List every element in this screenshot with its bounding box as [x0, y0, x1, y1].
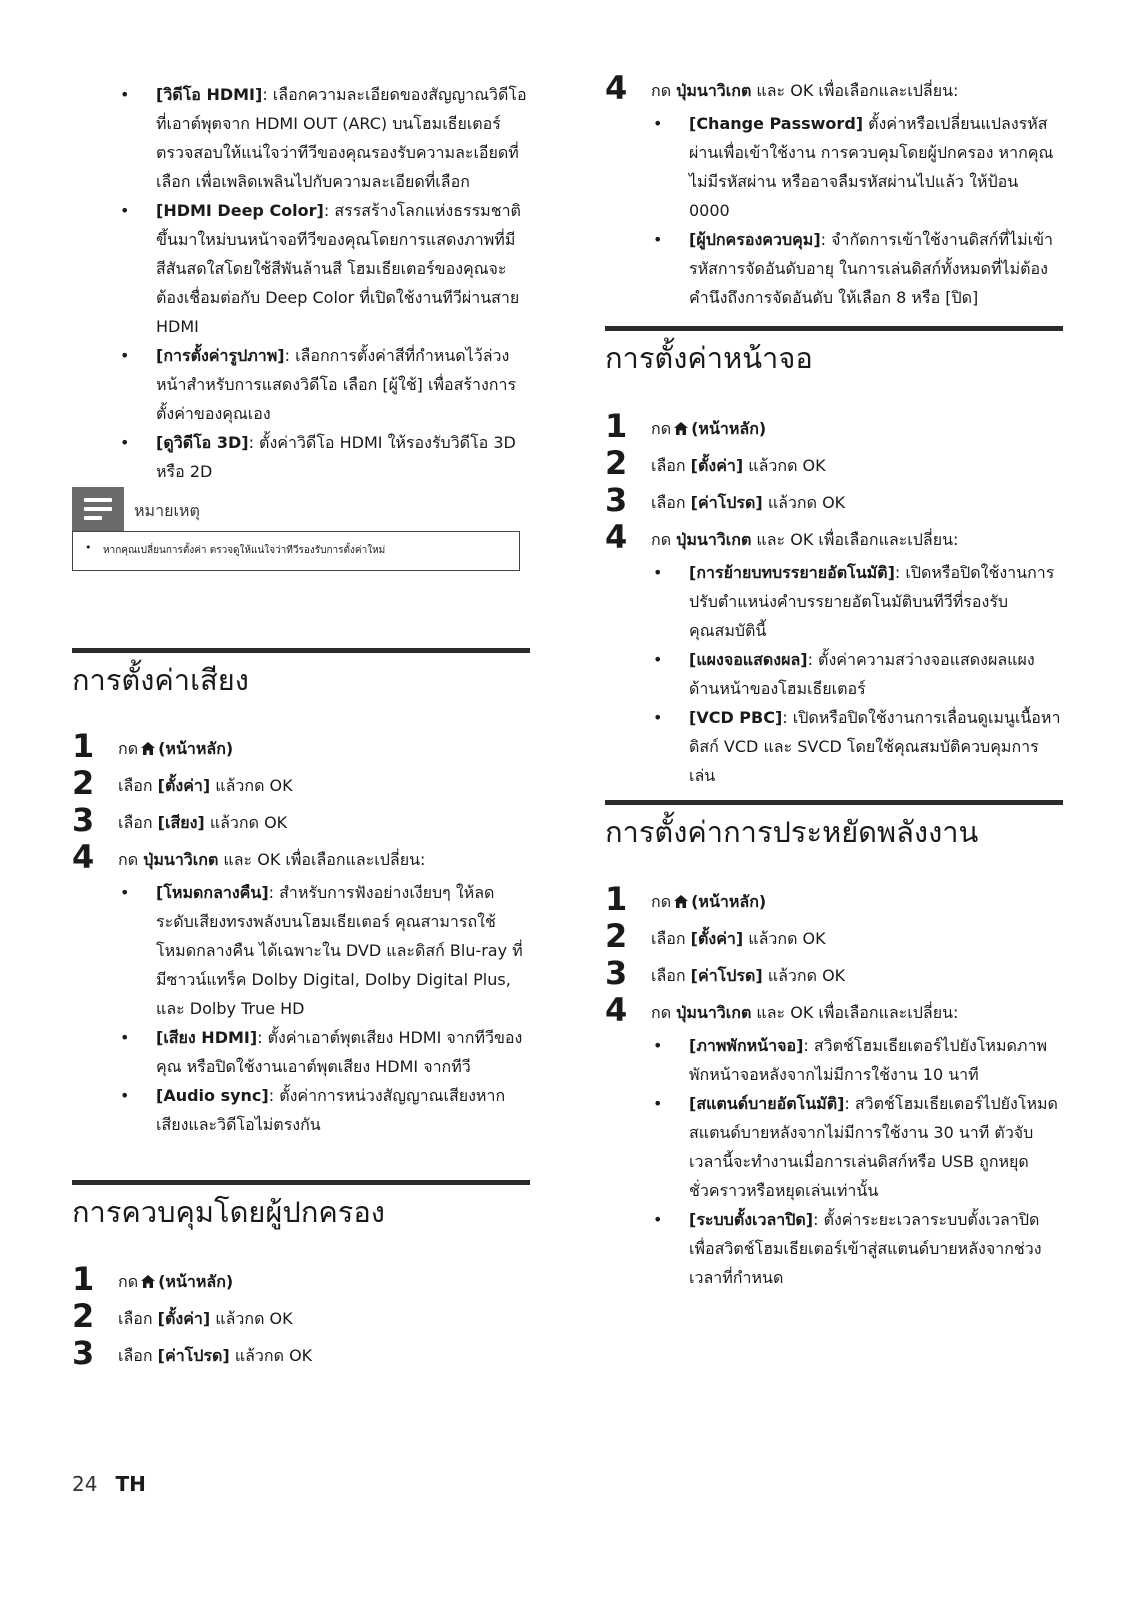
- section-rule: [72, 1180, 530, 1185]
- step-number: 1: [72, 727, 95, 765]
- note-text: หากคุณเปลี่ยนการตั้งค่า ตรวจดูให้แน่ใจว่าทีวีรองรับการตั้งค่าใหม่: [103, 545, 386, 556]
- bullet-dot: •: [120, 85, 130, 104]
- step-tail: แล้วกด OK: [748, 456, 826, 475]
- step-action: เลือก: [651, 966, 686, 985]
- list-item: [605, 558, 1063, 645]
- item-desc: : ตั้งค่าระยะเวลาระบบตั้งเวลาปิดเพื่อสวิตช์โฮมเธียเตอร์เข้าสู่สแตนด์บายหลังจากช่วงเวลาที่กำหนด: [689, 1210, 1042, 1287]
- step-number: 4: [605, 991, 628, 1029]
- section-rule: [72, 648, 530, 653]
- step-item: [605, 954, 1063, 994]
- step-action: เลือก: [118, 1346, 153, 1365]
- item-term: [ดูวิดีโอ 3D]: [156, 433, 249, 452]
- item-desc: : สวิตช์โฮมเธียเตอร์ไปยังโหมดสแตนด์บายหลังจากไม่มีการใช้งาน 30 นาที ตัวจับเวลานี้จะทำงานเมื่อการเล่นดิสก์หรือ USB ถูกหยุดชั่วคราวหรือหยุดเล่นเท่านั้น: [689, 1094, 1058, 1200]
- step-tail: แล้วกด OK: [748, 929, 826, 948]
- step-action: กด: [651, 892, 672, 911]
- section-rule: [605, 326, 1063, 331]
- home-icon: [674, 884, 688, 921]
- list-item: [605, 703, 1063, 790]
- step-action: กด: [118, 739, 139, 758]
- step-number: 4: [605, 518, 628, 556]
- section-title-audio: การตั้งค่าเสียง: [72, 663, 249, 697]
- step-number: 3: [605, 481, 628, 519]
- step-target: [ค่าโปรด]: [157, 1346, 230, 1365]
- note-header: [72, 487, 520, 531]
- item-term: [สแตนด์บายอัตโนมัติ]: [689, 1094, 845, 1113]
- step-action: เลือก: [118, 1309, 153, 1328]
- step-tail: แล้วกด OK: [767, 493, 846, 512]
- item-desc: : เลือกการตั้งค่าสีที่กำหนดไว้ล่วงหน้าสำหรับการแสดงวิดีโอ เลือก [ผู้ใช้] เพื่อสร้างการตั้งค่าของคุณเอง: [156, 346, 517, 423]
- note-label: หมายเหตุ: [134, 501, 200, 520]
- list-item: [72, 341, 530, 428]
- step-action: เลือก: [651, 456, 686, 475]
- step-target: (หน้าหลัก): [158, 1272, 234, 1291]
- step-target: ปุ่มนาวิเกต: [143, 850, 219, 869]
- bullet-dot: •: [653, 650, 663, 669]
- list-item: [72, 196, 530, 341]
- step-item: [72, 764, 530, 804]
- list-item: [605, 109, 1063, 225]
- step-action: กด: [651, 419, 672, 438]
- step-action: กด: [118, 850, 139, 869]
- home-icon: [674, 411, 688, 448]
- step-number: 3: [72, 1334, 95, 1372]
- step-item: [605, 991, 1063, 1031]
- step-tail: แล้วกด OK: [215, 776, 293, 795]
- step-target: [ค่าโปรด]: [690, 493, 763, 512]
- item-desc: : สรรสร้างโลกแห่งธรรมชาติขึ้นมาใหม่บนหน้าจอทีวีของคุณโดยการแสดงภาพที่มีสีสันสดใสโดยใช้สีพันล้านสี โฮมเธียเตอร์ของคุณจะต้องเชื่อมต่อกับ Deep Color ที่เปิดใช้งานทีวีผ่านสาย HDMI: [156, 201, 521, 336]
- step-target: [ตั้งค่า]: [690, 456, 744, 475]
- step-number: 2: [72, 764, 95, 802]
- step-item: [72, 1334, 530, 1374]
- step-target: [เสียง]: [157, 813, 205, 832]
- step-target: [ตั้งค่า]: [690, 929, 744, 948]
- bullet-dot: •: [120, 201, 130, 220]
- step-item: [605, 481, 1063, 521]
- display-steps: [605, 407, 1063, 790]
- home-icon: [141, 1264, 155, 1301]
- bullet-dot: •: [85, 541, 92, 554]
- item-term: [เสียง HDMI]: [156, 1028, 258, 1047]
- bullet-dot: •: [653, 1036, 663, 1055]
- step-tail: แล้วกด OK: [767, 966, 846, 985]
- item-desc: : จำกัดการเข้าใช้งานดิสก์ที่ไม่เข้ารหัสการจัดอันดับอายุ ในการเล่นดิสก์ทั้งหมดที่ไม่ต้องคำนึงถึงการจัดอันดับ ให้เลือก 8 หรือ [ปิด]: [689, 230, 1054, 307]
- step-tail: แล้วกด OK: [234, 1346, 313, 1365]
- item-term: [การตั้งค่ารูปภาพ]: [156, 346, 285, 365]
- step-item: [72, 801, 530, 841]
- list-item: [605, 225, 1063, 312]
- step-number: 3: [72, 801, 95, 839]
- item-term: [วิดีโอ HDMI]: [156, 85, 263, 104]
- item-term: [ผู้ปกครองควบคุม]: [689, 230, 821, 249]
- step-number: 2: [72, 1297, 95, 1335]
- bullet-dot: •: [653, 230, 663, 249]
- step-tail: และ OK เพื่อเลือกและเปลี่ยน:: [756, 530, 959, 549]
- bullet-dot: •: [120, 1086, 130, 1105]
- step-number: 1: [605, 880, 628, 918]
- step-tail: แล้วกด OK: [209, 813, 288, 832]
- step-target: ปุ่มนาวิเกต: [676, 530, 752, 549]
- home-icon: [141, 731, 155, 768]
- step-item: [605, 518, 1063, 558]
- step-number: 3: [605, 954, 628, 992]
- step-item: [605, 407, 1063, 447]
- list-item: [605, 1205, 1063, 1292]
- eco-steps: [605, 880, 1063, 1292]
- section-title-display: การตั้งค่าหน้าจอ: [605, 341, 813, 375]
- item-term: [Change Password]: [689, 114, 864, 133]
- step-item: [72, 838, 530, 878]
- step-tail: และ OK เพื่อเลือกและเปลี่ยน:: [756, 1003, 959, 1022]
- list-item: [72, 878, 530, 1023]
- step-target: (หน้าหลัก): [691, 892, 767, 911]
- item-term: [HDMI Deep Color]: [156, 201, 324, 220]
- list-item: [72, 1081, 530, 1139]
- step-action: เลือก: [118, 776, 153, 795]
- list-item: [605, 645, 1063, 703]
- item-term: [การย้ายบทบรรยายอัตโนมัติ]: [689, 563, 895, 582]
- section-title-parental: การควบคุมโดยผู้ปกครอง: [72, 1195, 385, 1229]
- step-number: 2: [605, 444, 628, 482]
- step-item: [72, 1297, 530, 1337]
- item-term: [แผงจอแสดงผล]: [689, 650, 808, 669]
- step-item: [605, 917, 1063, 957]
- item-desc: : ตั้งค่าความสว่างจอแสดงผลแผงด้านหน้าของโฮมเธียเตอร์: [689, 650, 1035, 698]
- section-title-eco: การตั้งค่าการประหยัดพลังงาน: [605, 815, 979, 849]
- step-target: ปุ่มนาวิเกต: [676, 81, 752, 100]
- bullet-dot: •: [653, 708, 663, 727]
- step-target: [ค่าโปรด]: [690, 966, 763, 985]
- step-number: 1: [605, 407, 628, 445]
- step-action: เลือก: [651, 493, 686, 512]
- note-icon: [72, 487, 124, 531]
- audio-steps: [72, 727, 530, 1139]
- item-desc: : ตั้งค่าการหน่วงสัญญาณเสียงหากเสียงและวิดีโอไม่ตรงกัน: [156, 1086, 506, 1134]
- video-bullets: [72, 80, 530, 486]
- page-footer: [72, 1472, 146, 1496]
- note-body: [72, 531, 520, 571]
- step-action: กด: [651, 530, 672, 549]
- item-term: [โหมดกลางคืน]: [156, 883, 269, 902]
- bullet-dot: •: [120, 883, 130, 902]
- bullet-dot: •: [653, 1094, 663, 1113]
- step-number: 2: [605, 917, 628, 955]
- bullet-dot: •: [120, 1028, 130, 1047]
- step-tail: และ OK เพื่อเลือกและเปลี่ยน:: [756, 81, 959, 100]
- bullet-dot: •: [653, 1210, 663, 1229]
- bullet-dot: •: [120, 433, 130, 452]
- parental-steps-cont: [605, 69, 1063, 312]
- step-number: 4: [605, 69, 628, 107]
- step-action: กด: [651, 81, 672, 100]
- bullet-dot: •: [653, 114, 663, 133]
- item-desc: : ตั้งค่าวิดีโอ HDMI ให้รองรับวิดีโอ 3D หรือ 2D: [156, 433, 516, 481]
- item-desc: : สวิตช์โฮมเธียเตอร์ไปยังโหมดภาพพักหน้าจอหลังจากไม่มีการใช้งาน 10 นาที: [689, 1036, 1047, 1084]
- step-target: ปุ่มนาวิเกต: [676, 1003, 752, 1022]
- step-item: [605, 880, 1063, 920]
- item-desc: : เปิดหรือปิดใช้งานการปรับตำแหน่งคำบรรยายอัตโนมัติบนทีวีที่รองรับคุณสมบัตินี้: [689, 563, 1055, 640]
- step-item: [605, 444, 1063, 484]
- item-term: [ภาพพักหน้าจอ]: [689, 1036, 804, 1055]
- step-item: [72, 727, 530, 767]
- item-term: [Audio sync]: [156, 1086, 269, 1105]
- step-tail: แล้วกด OK: [215, 1309, 293, 1328]
- language-code: TH: [115, 1472, 146, 1496]
- bullet-dot: •: [653, 563, 663, 582]
- step-action: กด: [118, 1272, 139, 1291]
- list-item: [72, 1023, 530, 1081]
- step-target: [ตั้งค่า]: [157, 1309, 211, 1328]
- step-action: เลือก: [118, 813, 153, 832]
- step-item: [72, 1260, 530, 1300]
- step-action: กด: [651, 1003, 672, 1022]
- list-item: [72, 428, 530, 486]
- section-rule: [605, 800, 1063, 805]
- item-desc: : ตั้งค่าเอาต์พุตเสียง HDMI จากทีวีของคุณ หรือปิดใช้งานเอาต์พุตเสียง HDMI จากทีวี: [156, 1028, 523, 1076]
- step-target: (หน้าหลัก): [158, 739, 234, 758]
- step-number: 1: [72, 1260, 95, 1298]
- item-term: [ระบบตั้งเวลาปิด]: [689, 1210, 814, 1229]
- step-number: 4: [72, 838, 95, 876]
- item-desc: ตั้งค่าหรือเปลี่ยนแปลงรหัสผ่านเพื่อเข้าใช้งาน การควบคุมโดยผู้ปกครอง หากคุณไม่มีรหัสผ่าน หรืออาจลืมรหัสผ่านไปแล้ว ให้ป้อน 0000: [689, 114, 1054, 220]
- step-action: เลือก: [651, 929, 686, 948]
- step-target: (หน้าหลัก): [691, 419, 767, 438]
- bullet-dot: •: [120, 346, 130, 365]
- page-number: 24: [72, 1472, 98, 1496]
- step-item: [605, 69, 1063, 109]
- item-desc: : เลือกความละเอียดของสัญญาณวิดีโอที่เอาต์พุตจาก HDMI OUT (ARC) บนโฮมเธียเตอร์ ตรวจสอบให้แน่ใจว่าทีวีของคุณรองรับความละเอียดที่เลือก เพื่อเพลิดเพลินไปกับความละเอียดที่เลือก: [156, 85, 527, 191]
- item-desc: : สำหรับการฟังอย่างเงียบๆ ให้ลดระดับเสียงทรงพลังบนโฮมเธียเตอร์ คุณสามารถใช้โหมดกลางคืน ได้เฉพาะใน DVD และดิสก์ Blu-ray ที่มีซาวน์แทร็ค Dolby Digital, Dolby Digital Plus, และ Dolby True HD: [156, 883, 523, 1018]
- item-desc: : เปิดหรือปิดใช้งานการเลื่อนดูเมนูเนื้อหาดิสก์ VCD และ SVCD โดยใช้คุณสมบัติควบคุมการเล่น: [689, 708, 1061, 785]
- step-tail: และ OK เพื่อเลือกและเปลี่ยน:: [223, 850, 426, 869]
- step-target: [ตั้งค่า]: [157, 776, 211, 795]
- list-item: [605, 1089, 1063, 1205]
- item-term: [VCD PBC]: [689, 708, 783, 727]
- list-item: [605, 1031, 1063, 1089]
- parental-steps: [72, 1260, 530, 1374]
- list-item: [72, 80, 530, 196]
- note-box: [72, 487, 520, 571]
